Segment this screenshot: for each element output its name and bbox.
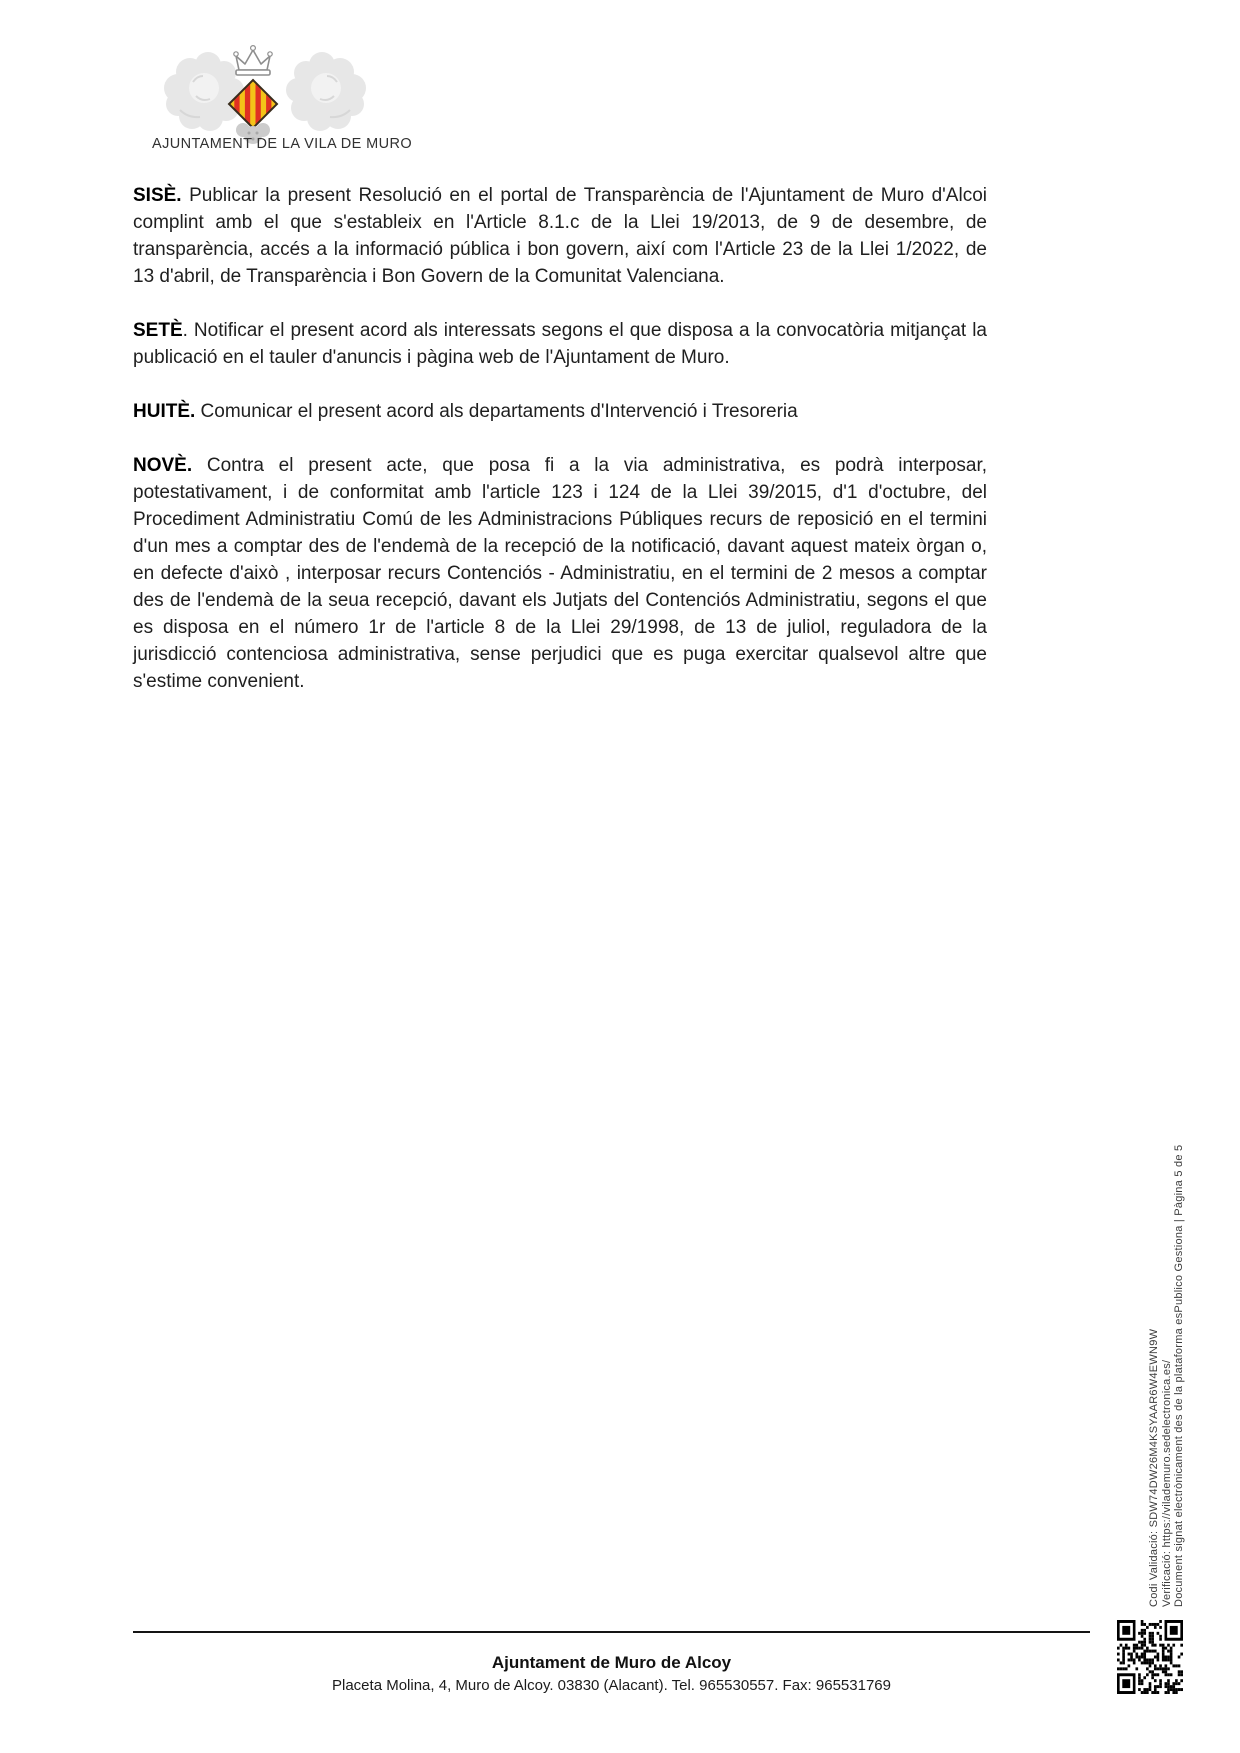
footer-address: Placeta Molina, 4, Muro de Alcoy. 03830 (Alacant). Tel. 965530557. Fax: 965531769 <box>332 1677 891 1694</box>
footer <box>133 1651 1090 1697</box>
header-org-name: AJUNTAMENT DE LA VILA DE MURO <box>152 136 413 152</box>
footer-org-name: Ajuntament de Muro de Alcoy <box>491 1653 732 1672</box>
escut-de-muro-icon <box>150 40 380 148</box>
paragraph-sise <box>133 182 987 290</box>
paragraph-huite <box>133 398 987 425</box>
paragraph-sete <box>133 317 987 371</box>
document-body <box>133 182 987 722</box>
footer-divider <box>133 1631 1090 1633</box>
paragraph-sise-label: SISÈ. <box>133 185 182 206</box>
paragraph-huite-label: HUITÈ. <box>133 401 196 422</box>
validation-sidebar <box>1148 987 1186 1607</box>
paragraph-nove <box>133 452 987 695</box>
qr-code <box>1117 1620 1183 1694</box>
paragraph-nove-label: NOVÈ. <box>133 455 193 476</box>
verification-url: Verificació: https://vilademuro.sedelectronica.es/ <box>1160 1359 1173 1607</box>
signature-platform-note: Document signat electrònicament des de la plataforma esPublico Gestiona | Pàgina 5 de 5 <box>1173 1144 1185 1607</box>
paragraph-sete-text: . Notificar el present acord als interessats segons el que disposa a la convocatòria mitjançat la publicació en el tauler d'anuncis i pàgina web de l'Ajuntament de Muro. <box>133 320 987 368</box>
paragraph-nove-text: Contra el present acte, que posa fi a la via administrativa, es podrà interposar, potestativament, i de conformitat amb l'article 123 i 124 de la Llei 39/2015, d'1 d'octubre, del Procediment Administratiu Comú de les Administracions Públiques recurs de reposició en el termini d'un mes a comptar des de l'endemà de la recepció de la notificació, davant aquest mateix òrgan o, en defecte d'això , interposar recurs Contenciós - Administratiu, en el termini de 2 mesos a comptar des de l'endemà de la seua recepció, davant els Jutjats del Contenciós Administratiu, segons el que es disposa en el número 1r de l'article 8 de la Llei 29/1998, de 13 de juliol, reguladora de la jurisdicció contenciosa administrativa, sense perjudici que es puga exercitar qualsevol altre que s'estime convenient. <box>133 455 987 692</box>
paragraph-sete-label: SETÈ <box>133 320 183 341</box>
coat-of-arms-logo <box>150 40 380 148</box>
paragraph-huite-text: Comunicar el present acord als departaments d'Intervenció i Tresoreria <box>195 401 798 422</box>
validation-code: Codi Validació: SDW74DW26M4KSYAAR6W4EWN9W <box>1148 1328 1160 1607</box>
paragraph-sise-text: Publicar la present Resolució en el portal de Transparència de l'Ajuntament de Muro d'Alcoi complint amb el que s'estableix en l'Article 8.1.c de la Llei 19/2013, de 9 de desembre, de transparència, accés a la informació pública i bon govern, així com l'Article 23 de la Llei 1/2022, de 13 d'abril, de Transparència i Bon Govern de la Comunitat Valenciana. <box>133 185 987 287</box>
